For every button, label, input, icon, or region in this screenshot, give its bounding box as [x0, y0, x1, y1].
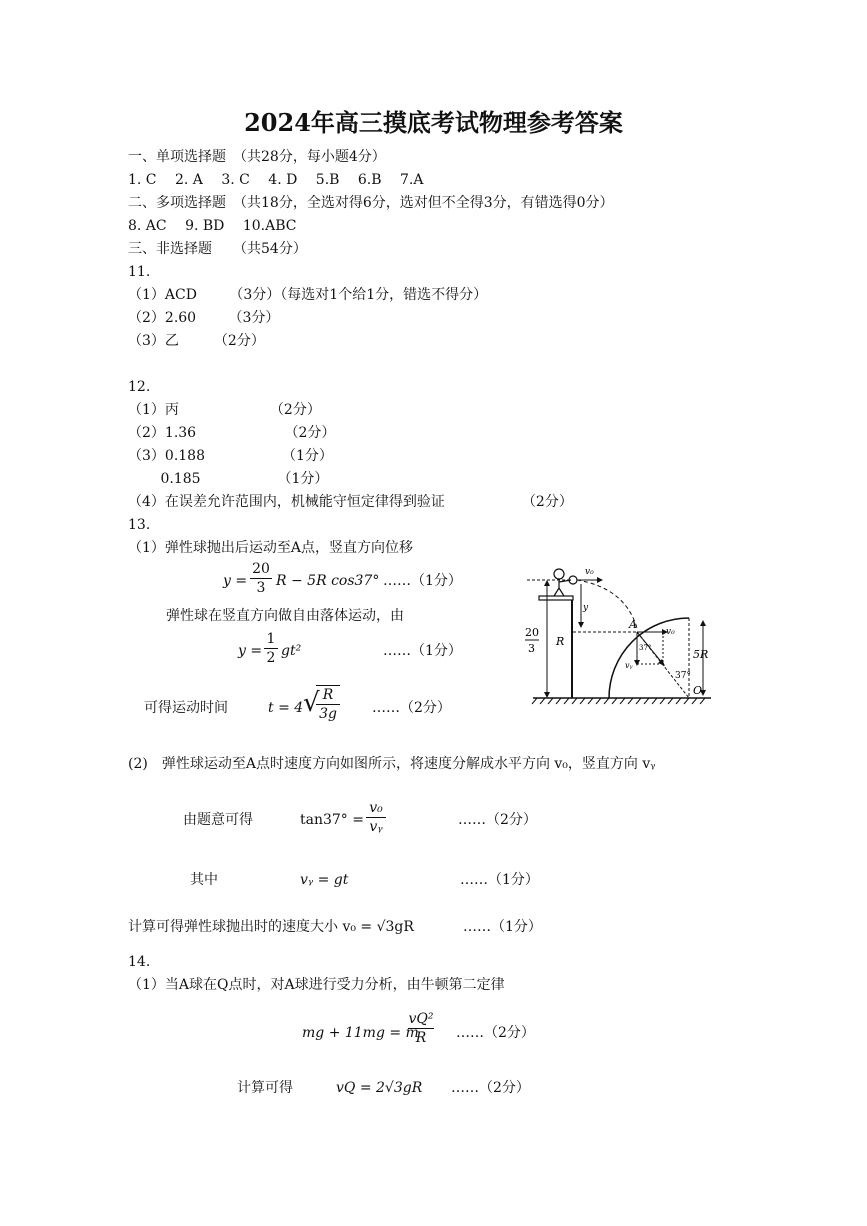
label-height-den: 3 — [528, 642, 535, 655]
q14-part1-result: 计算可得 — [237, 1080, 293, 1096]
label-height-R: R — [556, 635, 565, 648]
q13-part2-line-1: 由题意可得 — [183, 812, 253, 828]
section-1-answers: 1. C 2. A 3. C 4. D 5.B 6.B 7.A — [128, 172, 424, 188]
label-angle-O: 37° — [675, 671, 691, 681]
q13-eq3-numerator: R — [322, 687, 334, 703]
q14-number: 14. — [128, 954, 151, 970]
q13-eq4-lhs: tan37° = — [300, 812, 364, 828]
q12-line-2: （2）1.36 （2分） — [128, 425, 336, 441]
q13-eq2-numerator: 1 — [266, 631, 276, 647]
q13-number: 13. — [128, 517, 151, 533]
q14-eq1-lhs: mg + 11mg = m — [302, 1025, 419, 1041]
section-2-heading: 二、多项选择题 （共18分，全选对得6分，选对但不全得3分，有错选得0分） — [128, 195, 614, 211]
section-3-heading: 三、非选择题 （共54分） — [128, 241, 307, 257]
q13-part2-line-3-score: ……（1分） — [463, 919, 542, 935]
label-v0-top: v₀ — [585, 567, 594, 577]
label-5R: 5R — [693, 648, 709, 661]
q13-part1-mid: 弹性球在竖直方向做自由落体运动，由 — [166, 608, 404, 624]
q13-eq2-lhs: y = — [238, 643, 263, 659]
q13-eq3-lhs: t = 4 — [268, 700, 304, 716]
q13-part2-intro: (2) 弹性球运动至A点时速度方向如图所示，将速度分解成水平方向 v₀，竖直方向 vᵧ — [128, 756, 656, 772]
section-1-heading: 一、单项选择题 （共28分，每小题4分） — [128, 149, 386, 165]
page-title: 2024年高三摸底考试物理参考答案 — [244, 108, 623, 137]
q13-eq1-denominator: 3 — [256, 580, 266, 596]
q13-eq5-score: ……（1分） — [460, 872, 539, 888]
q13-eq4-fraction — [366, 800, 386, 835]
section-2-answers: 8. AC 9. BD 10.ABC — [128, 218, 297, 234]
q14-eq1-score: ……（2分） — [456, 1025, 535, 1041]
q14-eq1-fraction — [408, 1011, 434, 1046]
q11-line-2: （2）2.60 （3分） — [128, 310, 280, 326]
q11-number: 11. — [128, 264, 151, 280]
q13-eq2-denominator: 2 — [266, 650, 276, 666]
q13-eq2-fraction — [264, 631, 278, 666]
projectile-diagram — [525, 560, 715, 710]
q12-line-4: 0.185 （1分） — [128, 471, 329, 487]
q13-eq1-score: ……（1分） — [383, 573, 462, 589]
q13-eq4-numerator: v₀ — [369, 800, 383, 816]
q13-part2-line-2: 其中 — [190, 872, 218, 888]
label-y: y — [583, 603, 589, 613]
q13-eq2-score: ……（1分） — [383, 643, 462, 659]
label-angle-A: 37° — [639, 644, 652, 652]
q14-part1-intro: （1）当A球在Q点时，对A球进行受力分析，由牛顿第二定律 — [128, 977, 505, 993]
q13-eq2-rest: gt² — [281, 643, 302, 659]
q12-line-5: （4）在误差允许范围内，机械能守恒定律得到验证 （2分） — [128, 494, 573, 510]
sqrt-sign: √ — [303, 688, 320, 718]
q14-eq1-numerator: vQ² — [408, 1011, 434, 1027]
q12-line-3: （3）0.188 （1分） — [128, 448, 333, 464]
q12-line-1: （1）丙 （2分） — [128, 402, 321, 418]
label-vy: vᵧ — [625, 661, 633, 670]
q14-eq2-score: ……（2分） — [451, 1080, 530, 1096]
label-O: O — [693, 684, 703, 697]
q13-eq4-denominator: vᵧ — [369, 819, 383, 835]
q13-eq5: vᵧ = gt — [300, 872, 349, 888]
q12-number: 12. — [128, 379, 151, 395]
q14-eq1-denominator: R — [415, 1030, 427, 1046]
q13-eq1-fraction — [250, 561, 272, 596]
q13-part2-line-3: 计算可得弹性球抛出时的速度大小 v₀ = √3gR — [128, 919, 414, 935]
q13-eq3-fraction — [316, 685, 340, 722]
label-v0-A: v₀ — [666, 627, 675, 637]
q13-eq4-score: ……（2分） — [458, 812, 537, 828]
q11-line-3: （3）乙 （2分） — [128, 333, 265, 349]
q13-eq3-score: ……（2分） — [372, 700, 451, 716]
q11-line-1: （1）ACD （3分）（每选对1个给1分，错选不得分） — [128, 287, 488, 303]
q13-eq3-denominator: 3g — [319, 706, 337, 722]
label-height-num: 20 — [525, 626, 539, 639]
q13-eq1-rest: R − 5R cos37° — [276, 573, 380, 589]
q13-eq1-numerator: 20 — [252, 561, 270, 577]
q13-part1-intro: （1）弹性球抛出后运动至A点，竖直方向位移 — [128, 540, 414, 556]
label-A: A — [629, 618, 637, 631]
q14-eq2: vQ = 2√3gR — [336, 1080, 423, 1096]
q13-eq1-lhs: y = — [223, 573, 248, 589]
q13-part1-result: 可得运动时间 — [144, 700, 228, 716]
